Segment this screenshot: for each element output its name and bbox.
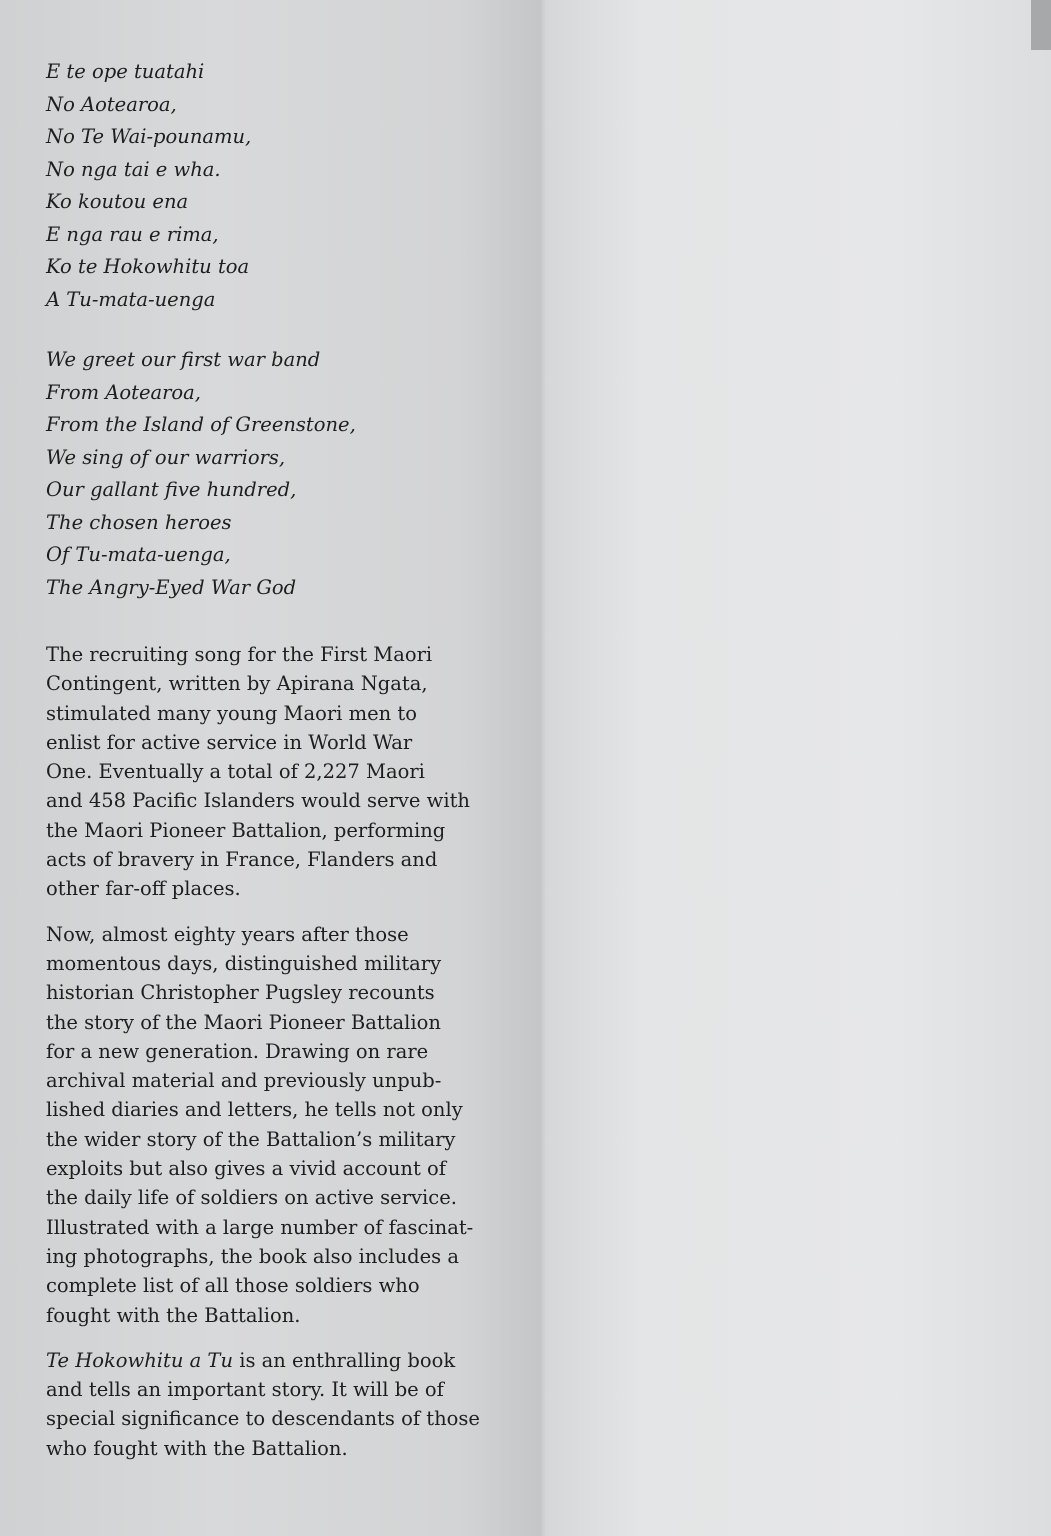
text-line: acts of bravery in France, Flanders and — [46, 848, 438, 872]
text-line: The recruiting song for the First Maori — [46, 643, 433, 666]
text-line: special significance to descendants of those — [46, 1407, 480, 1431]
text-line: the daily life of soldiers on active service. — [46, 1186, 457, 1210]
text-line: ing photographs, the book also includes a — [46, 1244, 459, 1268]
text-line: One. Eventually a total of 2,227 Maori — [46, 760, 425, 784]
text-line: the wider story of the Battalion’s military — [46, 1127, 456, 1151]
paragraph-recruiting-song — [46, 640, 470, 904]
right-page — [540, 0, 1051, 1536]
text-line: exploits but also gives a vivid account of — [46, 1157, 446, 1181]
paragraph-book-summary — [46, 920, 474, 1330]
paragraph-closing — [46, 1346, 480, 1463]
verse-line: Ko koutou ena — [46, 190, 189, 213]
verse-english — [46, 344, 466, 604]
book-title: Te Hokowhitu a Tu — [46, 1348, 234, 1372]
verse-line: No Aotearoa, — [46, 92, 177, 116]
verse-line: The Angry-Eyed War God — [46, 575, 297, 599]
verse-line: From Aotearoa, — [46, 380, 201, 404]
text-line: lished diaries and letters, he tells not only — [46, 1098, 463, 1122]
text-line: Contingent, written by Apirana Ngata, — [46, 672, 428, 696]
text-line — [46, 1346, 466, 1375]
text-line: momentous days, distinguished military — [46, 951, 442, 975]
text-line: complete list of all those soldiers who — [46, 1274, 420, 1298]
text-line: archival material and previously unpub- — [46, 1069, 442, 1093]
text-line: the Maori Pioneer Battalion, performing — [46, 818, 446, 842]
background-edge — [1031, 0, 1051, 50]
text-line: and tells an important story. It will be of — [46, 1378, 444, 1402]
text-fragment: is an enthralling book — [233, 1348, 456, 1372]
verse-line: Of Tu-mata-uenga, — [46, 543, 231, 566]
text-line: who fought with the Battalion. — [46, 1436, 348, 1460]
verse-line: From the Island of Greenstone, — [46, 413, 356, 436]
verse-line: E te ope tuatahi — [46, 60, 205, 83]
text-line: for a new generation. Drawing on rare — [46, 1039, 429, 1063]
text-line: Illustrated with a large number of fascinat- — [46, 1215, 474, 1239]
text-line: fought with the Battalion. — [46, 1303, 301, 1327]
verse-line: We sing of our warriors, — [46, 445, 286, 469]
text-column — [46, 56, 480, 1463]
verse-line: We greet our first war band — [46, 348, 321, 371]
text-line: Now, almost eighty years after those — [46, 922, 409, 946]
text-line: the story of the Maori Pioneer Battalion — [46, 1010, 441, 1034]
text-line: enlist for active service in World War — [46, 730, 413, 754]
verse-line: Ko te Hokowhitu toa — [46, 255, 250, 278]
text-line: other far-off places. — [46, 877, 241, 901]
text-line: and 458 Pacific Islanders would serve with — [46, 789, 470, 813]
verse-line: A Tu-mata-uenga — [46, 287, 216, 311]
verse-line: No Te Wai-pounamu, — [46, 125, 252, 148]
text-line: stimulated many young Maori men to — [46, 701, 417, 725]
text-line: historian Christopher Pugsley recounts — [46, 981, 435, 1005]
verse-line: E nga rau e rima, — [46, 222, 219, 246]
verse-line: Our gallant five hundred, — [46, 478, 297, 501]
verse-line: The chosen heroes — [46, 510, 232, 534]
verse-line: No nga tai e wha. — [46, 157, 221, 181]
verse-maori — [46, 56, 466, 316]
